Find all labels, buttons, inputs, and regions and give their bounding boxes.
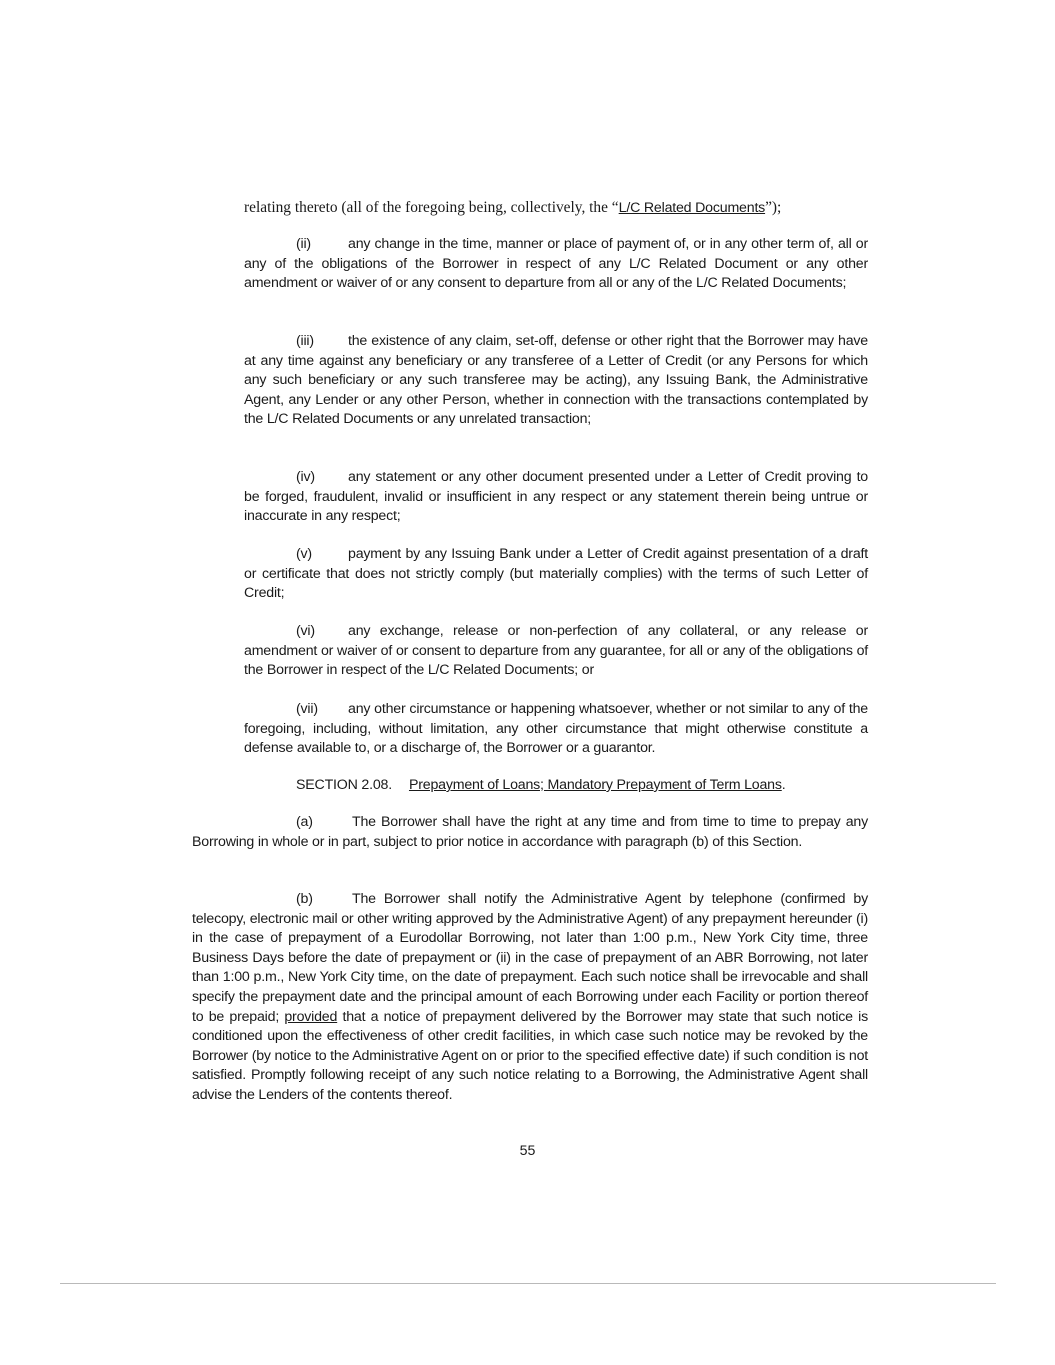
paragraph-label: (b) [296, 891, 313, 907]
clause-text: any other circumstance or happening whatsoever, whether or not similar to any of the foregoing, including, without limitation, any other circumstance that might otherwise constitute a defense available to, or a discharge of, the Borrower or a guarantor. [244, 701, 868, 757]
clause-text: the existence of any claim, set-off, defense or other right that the Borrower may have at any time against any beneficiary or any transferee of a Letter of Credit (or any Persons for which any such beneficiary or any such transferee may be acting), any Issuing Bank, the Administrative Agent, any Lender or any other Person, whether in connection with the transactions contemplated by the L/C Related Documents or any unrelated transaction; [244, 333, 868, 428]
clause-iv [244, 468, 868, 527]
paragraph-label: (a) [296, 814, 313, 830]
clause-text: payment by any Issuing Bank under a Letter of Credit against presentation of a draft or certificate that does not strictly comply (but materially complies) with the terms of such Letter of Credit; [244, 546, 868, 602]
clause-label: (ii) [296, 236, 311, 252]
section-title-end: . [781, 777, 786, 793]
defined-term-lc-related-documents: L/C Related Documents [618, 200, 766, 216]
intro-line [244, 198, 868, 219]
clause-vi [244, 622, 868, 681]
section-title: Prepayment of Loans; Mandatory Prepayment of Term Loans [408, 777, 782, 793]
paragraph-text: The Borrower shall have the right at any time and from time to time to prepay any Borrowing in whole or in part, subject to prior notice in accordance with paragraph (b) of this Section. [192, 814, 868, 850]
clause-label: (vii) [296, 701, 318, 717]
section-heading [296, 776, 896, 796]
clause-text: any exchange, release or non-perfection of any collateral, or any release or amendment or waiver of or consent to departure from any guarantee, for all or any of the obligations of the Borrower in respect of the L/C Related Documents; or [244, 623, 868, 679]
intro-prefix: relating thereto (all of the foregoing being, collectively, the “ [244, 199, 619, 216]
clause-ii [244, 235, 868, 294]
clause-iii [244, 332, 868, 430]
clause-text: any change in the time, manner or place of payment of, or in any other term of, all or any of the obligations of the Borrower in respect of any L/C Related Document or any other amendment or waiver of or any consent to departure from all or any of the L/C Related Documents; [244, 236, 868, 292]
intro-suffix: ”); [765, 199, 782, 216]
paragraph-b [192, 890, 868, 1106]
clause-vii [244, 700, 868, 759]
clause-label: (v) [296, 546, 312, 562]
clause-v [244, 545, 868, 604]
paragraph-a [192, 813, 868, 852]
section-number: SECTION 2.08. [296, 777, 392, 793]
clause-text: any statement or any other document presented under a Letter of Credit proving to be forged, fraudulent, invalid or insufficient in any respect or any statement therein being untrue or inaccurate in any respect; [244, 469, 868, 525]
page-divider [60, 1283, 996, 1284]
clause-label: (vi) [296, 623, 315, 639]
clause-label: (iii) [296, 333, 314, 349]
page-number: 55 [519, 1143, 536, 1159]
paragraph-text-before: The Borrower shall notify the Administrative Agent by telephone (confirmed by telecopy, electronic mail or other writing approved by the Administrative Agent) of any prepayment hereunder (i) in the case of prepayment of a Eurodollar Borrowing, not later than 1:00 p.m., New York City time, three Business Days before the date of prepayment or (ii) in the case of prepayment of an ABR Borrowing, not later than 1:00 p.m., New York City time, on the date of prepayment. Each such notice shall be irrevocable and shall specify the prepayment date and the principal amount of each Borrowing under each Facility or portion thereof to be prepaid; [192, 891, 868, 1025]
proviso-term: provided [284, 1008, 338, 1025]
clause-label: (iv) [296, 469, 315, 485]
paragraph-text-after: that a notice of prepayment delivered by the Borrower may state that such notice is conditioned upon the effectiveness of other credit facilities, in which case such notice may be revoked by the Borrower (by notice to the Administrative Agent on or prior to the specified effective date) if such condition is not satisfied. Promptly following receipt of any such notice relating to a Borrowing, the Administrative Agent shall advise the Lenders of the contents thereof. [192, 1008, 868, 1103]
